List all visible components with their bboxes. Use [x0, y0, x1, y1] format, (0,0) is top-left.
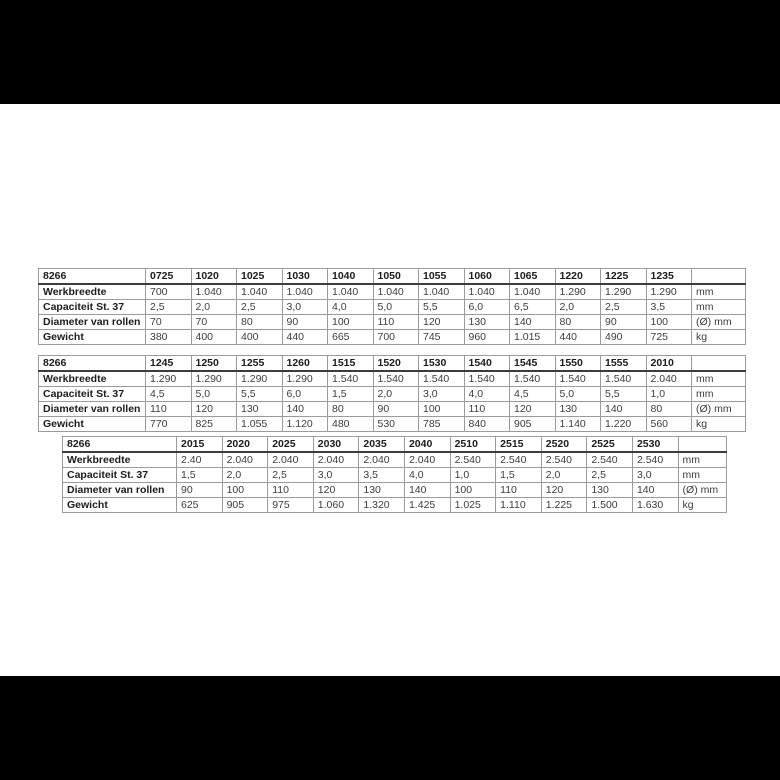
column-header-cell: 1065 — [510, 269, 556, 285]
column-header-cell: 0725 — [146, 269, 192, 285]
value-cell: 80 — [328, 402, 374, 417]
value-cell: 4,5 — [510, 387, 556, 402]
value-cell: 1.290 — [555, 284, 601, 300]
column-header-cell: 1540 — [464, 356, 510, 372]
value-cell: 700 — [373, 330, 419, 345]
value-cell: 1.540 — [464, 371, 510, 387]
value-cell: 4,0 — [328, 300, 374, 315]
value-cell: 1.290 — [191, 371, 237, 387]
value-cell: 1,5 — [496, 468, 542, 483]
value-cell: 100 — [222, 483, 268, 498]
value-cell: 560 — [646, 417, 692, 432]
value-cell: 2,5 — [268, 468, 314, 483]
bottom-letterbox-band — [0, 676, 780, 780]
value-cell: 90 — [177, 483, 223, 498]
value-cell: 2.540 — [450, 452, 496, 468]
value-cell: 1.140 — [555, 417, 601, 432]
spec-table-3 — [62, 436, 727, 513]
value-cell: 2.540 — [587, 452, 633, 468]
value-cell: 3,5 — [646, 300, 692, 315]
value-cell: 3,0 — [632, 468, 678, 483]
value-cell: 6,5 — [510, 300, 556, 315]
value-cell: 785 — [419, 417, 465, 432]
column-header-cell: 1545 — [510, 356, 556, 372]
value-cell: 1.630 — [632, 498, 678, 513]
unit-cell: (Ø) mm — [692, 402, 746, 417]
column-header-cell: 1260 — [282, 356, 328, 372]
value-cell: 840 — [464, 417, 510, 432]
unit-cell: (Ø) mm — [692, 315, 746, 330]
value-cell: 1.540 — [510, 371, 556, 387]
value-cell: 1.290 — [237, 371, 283, 387]
value-cell: 2,0 — [222, 468, 268, 483]
value-cell: 100 — [328, 315, 374, 330]
value-cell: 3,5 — [359, 468, 405, 483]
value-cell: 1,0 — [450, 468, 496, 483]
value-cell: 1.540 — [328, 371, 374, 387]
value-cell: 1.220 — [601, 417, 647, 432]
value-cell: 2.040 — [646, 371, 692, 387]
value-cell: 80 — [555, 315, 601, 330]
column-header-cell: 1515 — [328, 356, 374, 372]
value-cell: 2.040 — [222, 452, 268, 468]
model-header-cell: 8266 — [63, 437, 177, 453]
value-cell: 665 — [328, 330, 374, 345]
value-cell: 130 — [359, 483, 405, 498]
value-cell: 2,0 — [191, 300, 237, 315]
row-label-cell: Diameter van rollen — [39, 315, 146, 330]
header-row — [39, 356, 746, 372]
value-cell: 5,0 — [191, 387, 237, 402]
column-header-cell: 1055 — [419, 269, 465, 285]
spec-row — [63, 498, 727, 513]
value-cell: 2,0 — [555, 300, 601, 315]
row-label-cell: Werkbreedte — [63, 452, 177, 468]
value-cell: 100 — [646, 315, 692, 330]
row-label-cell: Diameter van rollen — [63, 483, 177, 498]
value-cell: 90 — [282, 315, 328, 330]
column-header-cell: 1225 — [601, 269, 647, 285]
value-cell: 2,0 — [373, 387, 419, 402]
value-cell: 6,0 — [282, 387, 328, 402]
value-cell: 120 — [191, 402, 237, 417]
value-cell: 2.540 — [541, 452, 587, 468]
column-header-cell: 1220 — [555, 269, 601, 285]
value-cell: 90 — [601, 315, 647, 330]
column-header-cell: 1235 — [646, 269, 692, 285]
column-header-cell: 2525 — [587, 437, 633, 453]
spec-row — [39, 402, 746, 417]
value-cell: 4,0 — [464, 387, 510, 402]
value-cell: 2,0 — [541, 468, 587, 483]
value-cell: 5,5 — [237, 387, 283, 402]
unit-cell: (Ø) mm — [678, 483, 726, 498]
value-cell: 1.040 — [328, 284, 374, 300]
value-cell: 380 — [146, 330, 192, 345]
value-cell: 1.040 — [237, 284, 283, 300]
value-cell: 130 — [464, 315, 510, 330]
value-cell: 1.025 — [450, 498, 496, 513]
row-label-cell: Capaciteit St. 37 — [39, 300, 146, 315]
column-header-cell: 1060 — [464, 269, 510, 285]
value-cell: 120 — [419, 315, 465, 330]
value-cell: 110 — [373, 315, 419, 330]
column-header-cell: 2520 — [541, 437, 587, 453]
value-cell: 1,0 — [646, 387, 692, 402]
column-header-cell: 2040 — [404, 437, 450, 453]
value-cell: 130 — [587, 483, 633, 498]
value-cell: 3,0 — [419, 387, 465, 402]
value-cell: 80 — [646, 402, 692, 417]
value-cell: 625 — [177, 498, 223, 513]
value-cell: 1.040 — [191, 284, 237, 300]
value-cell: 140 — [282, 402, 328, 417]
value-cell: 80 — [237, 315, 283, 330]
spec-row — [63, 483, 727, 498]
unit-cell: mm — [692, 387, 746, 402]
value-cell: 725 — [646, 330, 692, 345]
value-cell: 1.290 — [646, 284, 692, 300]
value-cell: 120 — [510, 402, 556, 417]
value-cell: 1.290 — [146, 371, 192, 387]
value-cell: 1.425 — [404, 498, 450, 513]
column-header-cell: 2010 — [646, 356, 692, 372]
value-cell: 700 — [146, 284, 192, 300]
value-cell: 2,5 — [237, 300, 283, 315]
column-header-cell: 1550 — [555, 356, 601, 372]
value-cell: 120 — [313, 483, 359, 498]
spec-row — [39, 387, 746, 402]
column-header-cell: 2530 — [632, 437, 678, 453]
value-cell: 905 — [510, 417, 556, 432]
value-cell: 770 — [146, 417, 192, 432]
value-cell: 1,5 — [328, 387, 374, 402]
unit-header-cell — [692, 269, 746, 285]
value-cell: 5,0 — [373, 300, 419, 315]
value-cell: 480 — [328, 417, 374, 432]
unit-header-cell — [678, 437, 726, 453]
row-label-cell: Diameter van rollen — [39, 402, 146, 417]
column-header-cell: 1530 — [419, 356, 465, 372]
unit-cell: kg — [692, 330, 746, 345]
value-cell: 440 — [282, 330, 328, 345]
value-cell: 4,5 — [146, 387, 192, 402]
value-cell: 3,0 — [313, 468, 359, 483]
column-header-cell: 1245 — [146, 356, 192, 372]
value-cell: 490 — [601, 330, 647, 345]
spec-row — [39, 417, 746, 432]
row-label-cell: Werkbreedte — [39, 371, 146, 387]
value-cell: 90 — [373, 402, 419, 417]
value-cell: 975 — [268, 498, 314, 513]
value-cell: 1.320 — [359, 498, 405, 513]
value-cell: 110 — [496, 483, 542, 498]
column-header-cell: 1020 — [191, 269, 237, 285]
value-cell: 110 — [268, 483, 314, 498]
value-cell: 1.540 — [555, 371, 601, 387]
unit-cell: kg — [692, 417, 746, 432]
value-cell: 2,5 — [601, 300, 647, 315]
row-label-cell: Capaciteit St. 37 — [63, 468, 177, 483]
unit-cell: mm — [678, 468, 726, 483]
value-cell: 1.040 — [419, 284, 465, 300]
unit-cell: mm — [692, 300, 746, 315]
value-cell: 1.540 — [419, 371, 465, 387]
column-header-cell: 1030 — [282, 269, 328, 285]
column-header-cell: 1255 — [237, 356, 283, 372]
column-header-cell: 2025 — [268, 437, 314, 453]
row-label-cell: Gewicht — [63, 498, 177, 513]
value-cell: 440 — [555, 330, 601, 345]
unit-cell: mm — [692, 371, 746, 387]
unit-header-cell — [692, 356, 746, 372]
value-cell: 3,0 — [282, 300, 328, 315]
value-cell: 100 — [419, 402, 465, 417]
row-label-cell: Werkbreedte — [39, 284, 146, 300]
value-cell: 4,0 — [404, 468, 450, 483]
value-cell: 1.500 — [587, 498, 633, 513]
spec-row — [63, 468, 727, 483]
unit-cell: kg — [678, 498, 726, 513]
value-cell: 1.060 — [313, 498, 359, 513]
column-header-cell: 1025 — [237, 269, 283, 285]
spec-row — [63, 452, 727, 468]
spec-row — [39, 330, 746, 345]
column-header-cell: 2510 — [450, 437, 496, 453]
value-cell: 5,0 — [555, 387, 601, 402]
value-cell: 2.040 — [359, 452, 405, 468]
value-cell: 2.540 — [496, 452, 542, 468]
column-header-cell: 1520 — [373, 356, 419, 372]
value-cell: 2.540 — [632, 452, 678, 468]
document-page — [0, 104, 780, 676]
spec-table-1 — [38, 268, 746, 345]
value-cell: 1.120 — [282, 417, 328, 432]
value-cell: 905 — [222, 498, 268, 513]
value-cell: 140 — [510, 315, 556, 330]
unit-cell: mm — [692, 284, 746, 300]
value-cell: 1.540 — [601, 371, 647, 387]
value-cell: 2.040 — [404, 452, 450, 468]
column-header-cell: 2515 — [496, 437, 542, 453]
row-label-cell: Gewicht — [39, 330, 146, 345]
value-cell: 1.040 — [510, 284, 556, 300]
unit-cell: mm — [678, 452, 726, 468]
row-label-cell: Gewicht — [39, 417, 146, 432]
value-cell: 120 — [541, 483, 587, 498]
value-cell: 1.040 — [464, 284, 510, 300]
value-cell: 400 — [191, 330, 237, 345]
value-cell: 400 — [237, 330, 283, 345]
value-cell: 1.040 — [282, 284, 328, 300]
value-cell: 825 — [191, 417, 237, 432]
model-header-cell: 8266 — [39, 356, 146, 372]
spec-table-2 — [38, 355, 746, 432]
value-cell: 110 — [464, 402, 510, 417]
value-cell: 5,5 — [419, 300, 465, 315]
value-cell: 1.290 — [601, 284, 647, 300]
value-cell: 140 — [404, 483, 450, 498]
value-cell: 140 — [632, 483, 678, 498]
spec-row — [39, 371, 746, 387]
value-cell: 530 — [373, 417, 419, 432]
column-header-cell: 2030 — [313, 437, 359, 453]
value-cell: 70 — [146, 315, 192, 330]
value-cell: 5,5 — [601, 387, 647, 402]
spec-row — [39, 315, 746, 330]
value-cell: 1.110 — [496, 498, 542, 513]
model-header-cell: 8266 — [39, 269, 146, 285]
value-cell: 130 — [555, 402, 601, 417]
header-row — [39, 269, 746, 285]
value-cell: 1,5 — [177, 468, 223, 483]
value-cell: 140 — [601, 402, 647, 417]
column-header-cell: 1250 — [191, 356, 237, 372]
column-header-cell: 1555 — [601, 356, 647, 372]
value-cell: 2.40 — [177, 452, 223, 468]
column-header-cell: 1040 — [328, 269, 374, 285]
value-cell: 2,5 — [587, 468, 633, 483]
value-cell: 1.040 — [373, 284, 419, 300]
value-cell: 2.040 — [268, 452, 314, 468]
value-cell: 1.540 — [373, 371, 419, 387]
column-header-cell: 2015 — [177, 437, 223, 453]
value-cell: 1.290 — [282, 371, 328, 387]
value-cell: 1.225 — [541, 498, 587, 513]
column-header-cell: 1050 — [373, 269, 419, 285]
column-header-cell: 2035 — [359, 437, 405, 453]
spec-row — [39, 300, 746, 315]
value-cell: 100 — [450, 483, 496, 498]
value-cell: 130 — [237, 402, 283, 417]
row-label-cell: Capaciteit St. 37 — [39, 387, 146, 402]
value-cell: 6,0 — [464, 300, 510, 315]
value-cell: 1.055 — [237, 417, 283, 432]
value-cell: 1.015 — [510, 330, 556, 345]
value-cell: 745 — [419, 330, 465, 345]
header-row — [63, 437, 727, 453]
value-cell: 70 — [191, 315, 237, 330]
top-letterbox-band — [0, 0, 780, 104]
value-cell: 2.040 — [313, 452, 359, 468]
value-cell: 2,5 — [146, 300, 192, 315]
column-header-cell: 2020 — [222, 437, 268, 453]
value-cell: 110 — [146, 402, 192, 417]
spec-row — [39, 284, 746, 300]
value-cell: 960 — [464, 330, 510, 345]
